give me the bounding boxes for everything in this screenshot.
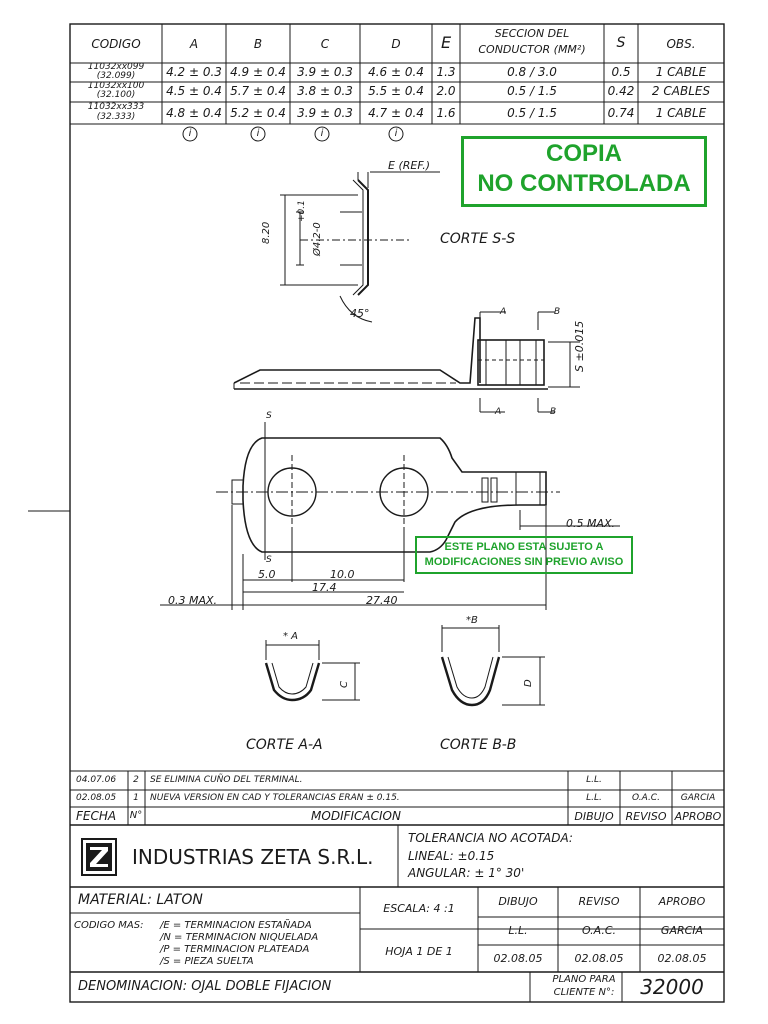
row3-a: 4.8 ± 0.4 — [166, 106, 222, 120]
dibujo-value: L.L. — [508, 924, 528, 937]
row3-code: 11032xx333 — [87, 102, 145, 112]
rev-header-aprobo: APROBO — [674, 810, 722, 823]
header-a: A — [189, 37, 199, 51]
row3-b: 5.2 ± 0.4 — [230, 106, 286, 120]
aprobo-value: GARCIA — [660, 924, 704, 937]
row1-b: 4.9 ± 0.4 — [230, 65, 286, 79]
dim-diameter-tol: +0.1 — [297, 200, 307, 222]
row2-c: 3.8 ± 0.3 — [297, 84, 353, 98]
marker-b: i — [256, 128, 260, 139]
corte-bb-label: CORTE B-B — [440, 737, 517, 753]
rev2-dibujo: L.L. — [586, 793, 602, 803]
label-c: C — [339, 681, 350, 688]
company-logo — [82, 839, 116, 875]
row2-s: 0.42 — [607, 84, 635, 98]
rev-header-dibujo: DIBUJO — [574, 810, 614, 823]
row1-obs: 1 CABLE — [655, 65, 707, 79]
row2-code: 11032xx100 — [87, 81, 145, 91]
reviso-label: REVISO — [578, 895, 620, 908]
row3-d: 4.7 ± 0.4 — [368, 106, 424, 120]
copia-stamp — [461, 136, 707, 207]
row1-code-sub: (32.099) — [96, 71, 136, 81]
dim-03max: 0.3 MAX. — [168, 594, 218, 607]
notice-line2: MODIFICACIONES SIN PREVIO AVISO — [424, 556, 624, 568]
hoja: HOJA 1 DE 1 — [385, 945, 453, 958]
row3-code-sub: (32.333) — [96, 112, 136, 122]
rev1-n: 2 — [133, 775, 139, 785]
row1-a: 4.2 ± 0.3 — [166, 65, 222, 79]
rev1-dibujo: L.L. — [586, 775, 602, 785]
row1-s: 0.5 — [611, 65, 631, 79]
e-ref-label: E (REF.) — [388, 159, 431, 172]
label-b-bottom: B — [550, 407, 557, 417]
row1-d: 4.6 ± 0.4 — [368, 65, 424, 79]
header-b: B — [253, 37, 263, 51]
row2-a: 4.5 ± 0.4 — [166, 84, 222, 98]
row2-obs: 2 CABLES — [651, 84, 711, 98]
label-b-top: B — [554, 307, 561, 317]
label-a-bottom: A — [495, 407, 502, 417]
marker-c: i — [320, 128, 324, 139]
aprobo-label: APROBO — [658, 895, 706, 908]
row2-code-sub: (32.100) — [96, 90, 136, 100]
plano-numero: 32000 — [640, 975, 704, 999]
header-s: S — [616, 35, 626, 51]
material: MATERIAL: LATON — [78, 892, 203, 908]
rev-header-fecha: FECHA — [76, 809, 117, 823]
row2-d: 5.5 ± 0.4 — [368, 84, 424, 98]
label-star-a: * A — [283, 631, 299, 642]
rev-header-modificacion: MODIFICACION — [311, 809, 401, 823]
dim-820: 8.20 — [261, 221, 272, 244]
tolerance-title: TOLERANCIA NO ACOTADA: — [408, 831, 573, 845]
label-d: D — [523, 679, 534, 687]
header-obs: OBS. — [666, 37, 696, 51]
dim-174: 17.4 — [312, 581, 337, 594]
row1-seccion: 0.8 / 3.0 — [507, 65, 557, 79]
row3-c: 3.9 ± 0.3 — [297, 106, 353, 120]
stamp-line2: NO CONTROLADA — [477, 170, 691, 197]
denominacion: DENOMINACION: OJAL DOBLE FIJACION — [78, 979, 332, 994]
marker-a: i — [188, 128, 192, 139]
rev-header-n: N° — [129, 810, 143, 821]
row3-s: 0.74 — [607, 106, 635, 120]
dim-diameter: Ø4.2-0 — [312, 222, 323, 256]
label-s-bottom: S — [266, 555, 272, 565]
rev2-aprobo: GARCIA — [680, 793, 716, 803]
label-a-top: A — [500, 307, 507, 317]
terminacion-p: /P = TERMINACION PLATEADA — [160, 944, 310, 955]
rev2-modificacion: NUEVA VERSION EN CAD Y TOLERANCIAS ERAN ± 0.15. — [150, 793, 400, 803]
company-name: INDUSTRIAS ZETA S.R.L. — [132, 845, 374, 869]
rev2-n: 1 — [133, 793, 139, 803]
header-seccion-2: CONDUCTOR (MM²) — [478, 43, 586, 56]
rev-header-reviso: REVISO — [625, 810, 667, 823]
terminacion-e: /E = TERMINACION ESTAÑADA — [160, 920, 312, 931]
notice-stamp — [415, 536, 633, 574]
escala: ESCALA: 4 :1 — [383, 902, 455, 915]
dibujo-label: DIBUJO — [498, 895, 538, 908]
plano-para-line1: PLANO PARA — [552, 974, 616, 985]
terminacion-n: /N = TERMINACION NIQUELADA — [160, 932, 319, 943]
dim-s-tol: S ±0.015 — [573, 320, 586, 372]
rev2-fecha: 02.08.05 — [76, 793, 117, 803]
row2-seccion: 0.5 / 1.5 — [507, 84, 557, 98]
header-c: C — [320, 37, 330, 51]
row3-seccion: 0.5 / 1.5 — [507, 106, 557, 120]
terminacion-s: /S = PIEZA SUELTA — [160, 956, 254, 967]
corte-ss-label: CORTE S-S — [440, 231, 516, 247]
label-star-b: *B — [466, 615, 478, 626]
row1-c: 3.9 ± 0.3 — [297, 65, 353, 79]
header-seccion-1: SECCION DEL — [494, 27, 570, 40]
tolerance-angular: ANGULAR: ± 1° 30' — [408, 866, 525, 880]
reviso-value: O.A.C. — [581, 924, 617, 937]
rev1-modificacion: SE ELIMINA CUÑO DEL TERMINAL. — [150, 775, 303, 785]
header-d: D — [391, 37, 401, 51]
plano-para-line2: CLIENTE N°: — [553, 987, 615, 998]
dim-100: 10.0 — [330, 568, 355, 581]
header-e: E — [440, 33, 452, 52]
row1-e: 1.3 — [436, 65, 456, 79]
rev2-reviso: O.A.C. — [632, 793, 660, 803]
header-codigo: CODIGO — [91, 37, 141, 51]
reviso-fecha: 02.08.05 — [574, 952, 624, 965]
row2-b: 5.7 ± 0.4 — [230, 84, 286, 98]
rev1-fecha: 04.07.06 — [76, 775, 117, 785]
tolerance-lineal: LINEAL: ±0.15 — [408, 849, 495, 863]
dibujo-fecha: 02.08.05 — [493, 952, 543, 965]
dim-50: 5.0 — [258, 568, 276, 581]
notice-line1: ESTE PLANO ESTA SUJETO A — [444, 541, 604, 553]
codigo-mas-label: CODIGO MAS: — [74, 920, 144, 931]
corte-aa-label: CORTE A-A — [246, 737, 323, 753]
row2-e: 2.0 — [436, 84, 456, 98]
angle-label: 45° — [350, 307, 370, 320]
marker-d: i — [394, 128, 398, 139]
row3-e: 1.6 — [436, 106, 456, 120]
stamp-line1: COPIA — [545, 140, 622, 167]
row1-code: 11032xx099 — [87, 62, 145, 72]
row3-obs: 1 CABLE — [655, 106, 707, 120]
label-s-top: S — [266, 411, 272, 421]
aprobo-fecha: 02.08.05 — [657, 952, 707, 965]
dim-2740: 27.40 — [366, 594, 398, 607]
dim-05max: 0.5 MAX. — [566, 517, 616, 530]
